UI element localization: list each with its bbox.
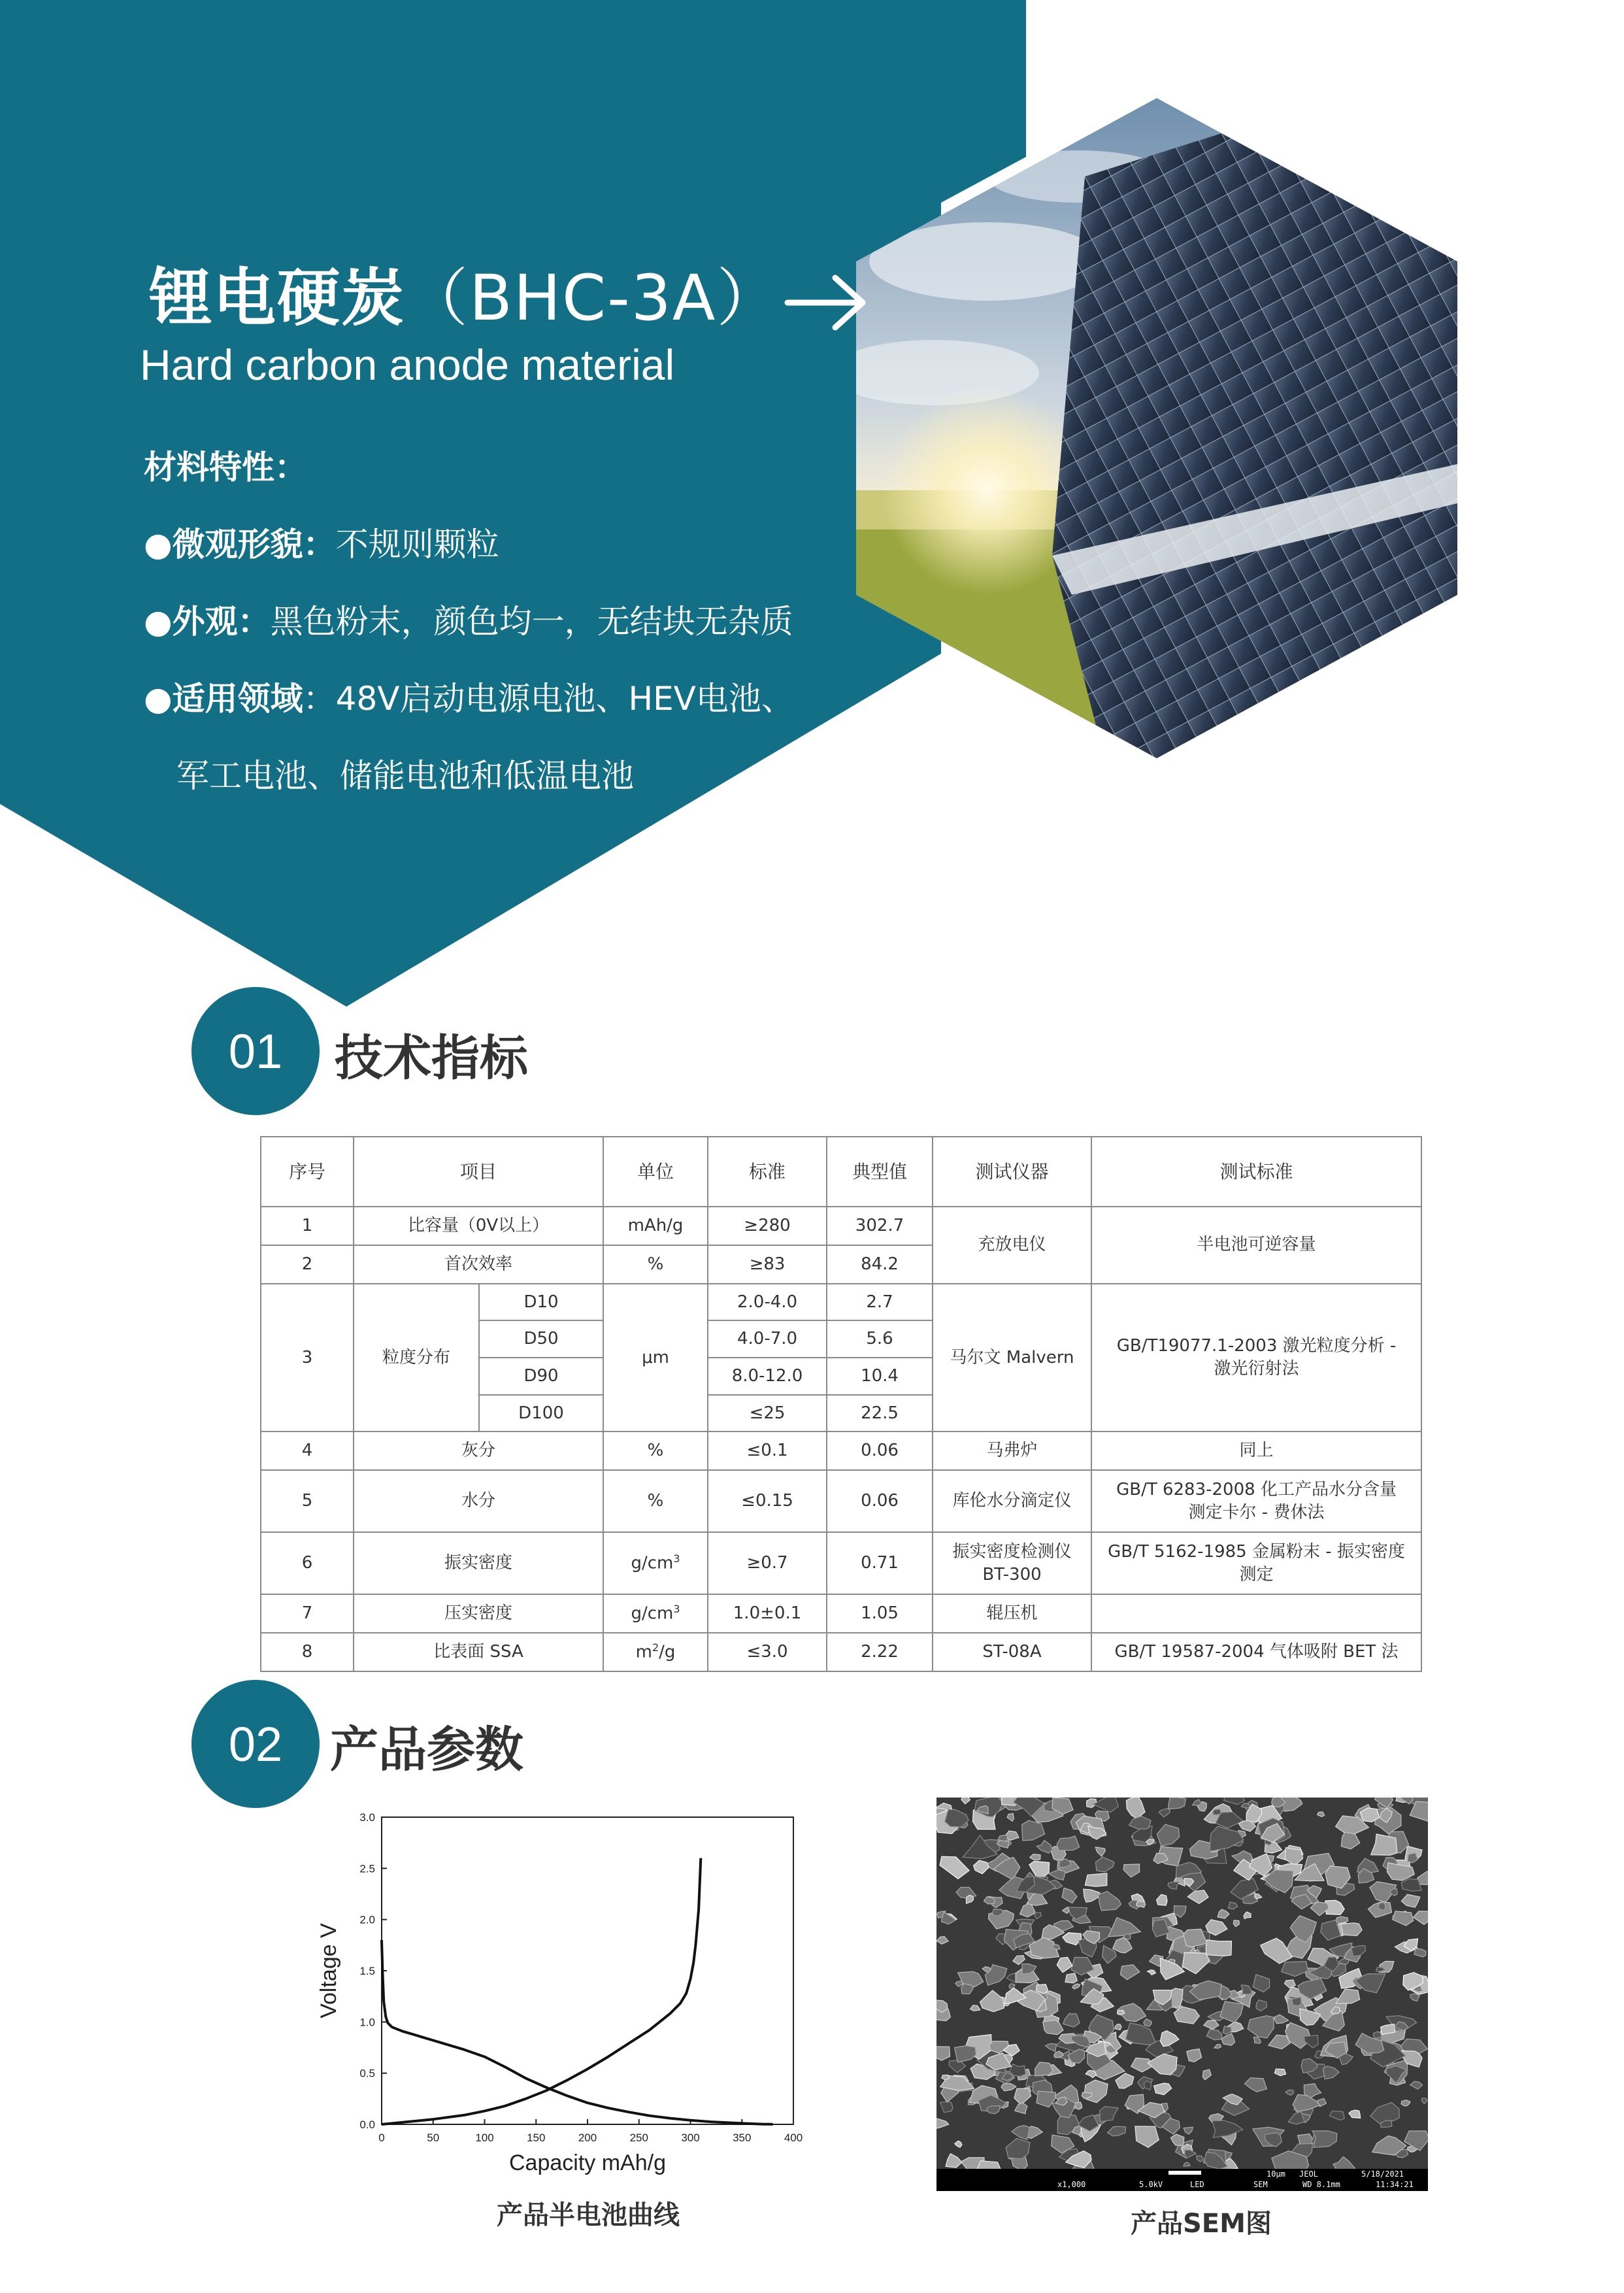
table-row (261, 1532, 1421, 1594)
table-cell: μm (603, 1284, 708, 1432)
y-tick-label: 0.0 (359, 2118, 375, 2131)
sem-label-mode: SEM (1253, 2180, 1268, 2189)
section-title-tech-specs: 技术指标 (335, 1030, 528, 1086)
table-cell: % (603, 1431, 708, 1470)
product-code: （BHC-3A） (405, 261, 781, 335)
table-cell: D100 (479, 1395, 603, 1432)
sem-particle (1065, 1973, 1077, 1983)
table-cell: 84.2 (827, 1245, 933, 1284)
x-tick-label: 50 (427, 2132, 440, 2144)
sem-label-time: 11:34:21 (1376, 2180, 1414, 2189)
y-tick-label: 3.0 (359, 1811, 375, 1824)
arrow-right-icon (784, 270, 869, 335)
x-tick-label: 350 (733, 2132, 752, 2144)
table-header-cell: 标准 (708, 1137, 827, 1207)
table-cell: D10 (479, 1284, 603, 1321)
table-row (261, 1594, 1421, 1633)
table-row (261, 1431, 1421, 1470)
table-header-cell: 序号 (261, 1137, 354, 1207)
table-cell: 5.6 (827, 1320, 933, 1358)
table-cell: 灰分 (354, 1431, 603, 1470)
section-number-02: 02 (191, 1680, 320, 1808)
sem-label-brand: JEOL (1299, 2169, 1318, 2179)
x-tick-label: 150 (527, 2132, 546, 2144)
table-cell: 首次效率 (354, 1245, 603, 1284)
x-tick-label: 100 (475, 2132, 494, 2144)
table-header-cell: 单位 (603, 1137, 708, 1207)
sem-particle (1057, 1836, 1080, 1850)
y-tick-label: 0.5 (359, 2067, 375, 2080)
table-cell: ≤3.0 (708, 1633, 827, 1671)
table-cell: 4.0-7.0 (708, 1320, 827, 1358)
table-cell: ≥83 (708, 1245, 827, 1284)
table-cell: ≥280 (708, 1207, 827, 1245)
table-cell: 4 (261, 1431, 354, 1470)
sem-particle (1341, 1923, 1362, 1936)
x-tick-label: 200 (578, 2132, 597, 2144)
sem-label-date: 5/18/2021 (1361, 2169, 1404, 2179)
table-cell: 10.4 (827, 1358, 933, 1395)
chart-plot-frame (382, 1817, 793, 2124)
table-cell: 库伦水分滴定仪 (933, 1470, 1091, 1532)
x-tick-label: 400 (784, 2132, 803, 2144)
sem-label-det: LED (1190, 2180, 1204, 2189)
table-cell: GB/T 6283-2008 化工产品水分含量 测定卡尔 - 费休法 (1091, 1470, 1421, 1532)
table-cell: 5 (261, 1470, 354, 1532)
table-header-cell: 测试仪器 (933, 1137, 1091, 1207)
table-row (261, 1284, 1421, 1321)
sem-particle (1085, 1873, 1106, 1886)
x-tick-label: 0 (378, 2132, 385, 2144)
table-cell: 0.71 (827, 1532, 933, 1594)
table-cell: 1.0±0.1 (708, 1594, 827, 1633)
table-cell: 8 (261, 1633, 354, 1671)
table-cell: 1 (261, 1207, 354, 1245)
table-cell: 2.0-4.0 (708, 1284, 827, 1321)
sem-particle (1206, 1940, 1231, 1956)
sem-scale-bar (1168, 2171, 1201, 2175)
y-tick-label: 1.0 (359, 2016, 375, 2029)
table-header-cell: 项目 (354, 1137, 603, 1207)
half-cell-curve-chart (307, 1811, 817, 2177)
table-cell: ≤0.15 (708, 1470, 827, 1532)
table-cell: 22.5 (827, 1395, 933, 1432)
table-cell: GB/T19077.1-2003 激光粒度分析 - 激光衍射法 (1091, 1284, 1421, 1432)
sem-particle (1373, 2032, 1382, 2038)
table-cell: D50 (479, 1320, 603, 1358)
table-cell: 压实密度 (354, 1594, 603, 1633)
table-cell: % (603, 1245, 708, 1284)
table-row (261, 1470, 1421, 1532)
table-cell: $g/cm^3$ (603, 1532, 708, 1594)
sem-label-mag: x1,000 (1057, 2180, 1086, 2189)
feature-item-application: ●适用领域：48V启动电源电池、HEV电池、 (144, 680, 794, 718)
table-cell: GB/T 19587-2004 气体吸附 BET 法 (1091, 1633, 1421, 1671)
table-cell: 2.7 (827, 1284, 933, 1321)
table-cell: 2 (261, 1245, 354, 1284)
table-cell: 振实密度 (354, 1532, 603, 1594)
sem-image (936, 1798, 1428, 2191)
sem-particle (1136, 1901, 1146, 1908)
table-cell: 半电池可逆容量 (1091, 1207, 1421, 1283)
table-cell: 粒度分布 (354, 1284, 479, 1432)
table-cell: 同上 (1091, 1431, 1421, 1470)
sem-label-scale: 10μm (1267, 2169, 1285, 2179)
table-cell: 比表面 SSA (354, 1633, 603, 1671)
table-row (261, 1207, 1421, 1245)
chart-caption: 产品半电池曲线 (497, 2200, 680, 2230)
table-cell: D90 (479, 1358, 603, 1395)
table-cell: 302.7 (827, 1207, 933, 1245)
table-cell: 3 (261, 1284, 354, 1432)
table-cell: 0.06 (827, 1470, 933, 1532)
product-title-en: Hard carbon anode material (140, 341, 675, 389)
product-title-cn: 锂电硬炭 (149, 261, 405, 335)
y-tick-label: 2.0 (359, 1913, 375, 1926)
table-cell: 比容量（0V以上） (354, 1207, 603, 1245)
table-cell: $m^2/g$ (603, 1633, 708, 1671)
x-tick-label: 300 (681, 2132, 700, 2144)
sem-label-wd: WD 8.1mm (1302, 2180, 1340, 2189)
solar-panel-photo (856, 98, 1457, 758)
table-cell: % (603, 1470, 708, 1532)
table-header-cell: 典型值 (827, 1137, 933, 1207)
spec-table (260, 1136, 1422, 1672)
table-cell: 水分 (354, 1470, 603, 1532)
table-cell: mAh/g (603, 1207, 708, 1245)
x-axis-label: Capacity mAh/g (509, 2151, 666, 2175)
table-cell: 辊压机 (933, 1594, 1091, 1633)
table-header-cell: 测试标准 (1091, 1137, 1421, 1207)
table-cell: $g/cm^3$ (603, 1594, 708, 1633)
feature-item-appearance: ●外观：黑色粉末，颜色均一，无结块无杂质 (144, 603, 793, 641)
table-cell: 2.22 (827, 1633, 933, 1671)
table-cell: ≤0.1 (708, 1431, 827, 1470)
y-tick-label: 2.5 (359, 1862, 375, 1875)
table-cell: GB/T 5162-1985 金属粉末 - 振实密度 测定 (1091, 1532, 1421, 1594)
sem-particle (1075, 2102, 1082, 2109)
sem-label-kv: 5.0kV (1139, 2180, 1163, 2189)
table-cell: 8.0-12.0 (708, 1358, 827, 1395)
table-cell: 马尔文 Malvern (933, 1284, 1091, 1432)
x-tick-label: 250 (629, 2132, 648, 2144)
table-cell: 0.06 (827, 1431, 933, 1470)
discharge-curve-line (382, 1940, 773, 2124)
table-cell: ≤25 (708, 1395, 827, 1432)
product-title (149, 248, 869, 338)
sem-particle (1292, 1998, 1301, 2006)
feature-item-application-cont: 军工电池、储能电池和低温电池 (176, 757, 634, 795)
table-cell: 马弗炉 (933, 1431, 1091, 1470)
table-cell: ST-08A (933, 1633, 1091, 1671)
table-cell: 6 (261, 1532, 354, 1594)
table-cell: ≥0.7 (708, 1532, 827, 1594)
section-number-01: 01 (191, 987, 320, 1115)
features-heading: 材料特性： (144, 448, 307, 486)
feature-item-morphology: ●微观形貌：不规则颗粒 (144, 526, 499, 563)
sem-caption: 产品SEM图 (1131, 2209, 1272, 2239)
table-row (261, 1633, 1421, 1671)
table-header-row (261, 1137, 1421, 1207)
table-cell (1091, 1594, 1421, 1633)
sem-particle (1035, 2062, 1053, 2076)
y-tick-label: 1.5 (359, 1965, 375, 1977)
section-title-product-params: 产品参数 (330, 1722, 523, 1778)
table-cell: 充放电仪 (933, 1207, 1091, 1283)
table-cell: 7 (261, 1594, 354, 1633)
sem-particle (1213, 1809, 1221, 1815)
y-axis-label: Voltage V (316, 1923, 341, 2018)
table-cell: 1.05 (827, 1594, 933, 1633)
table-cell: 振实密度检测仪 BT-300 (933, 1532, 1091, 1594)
